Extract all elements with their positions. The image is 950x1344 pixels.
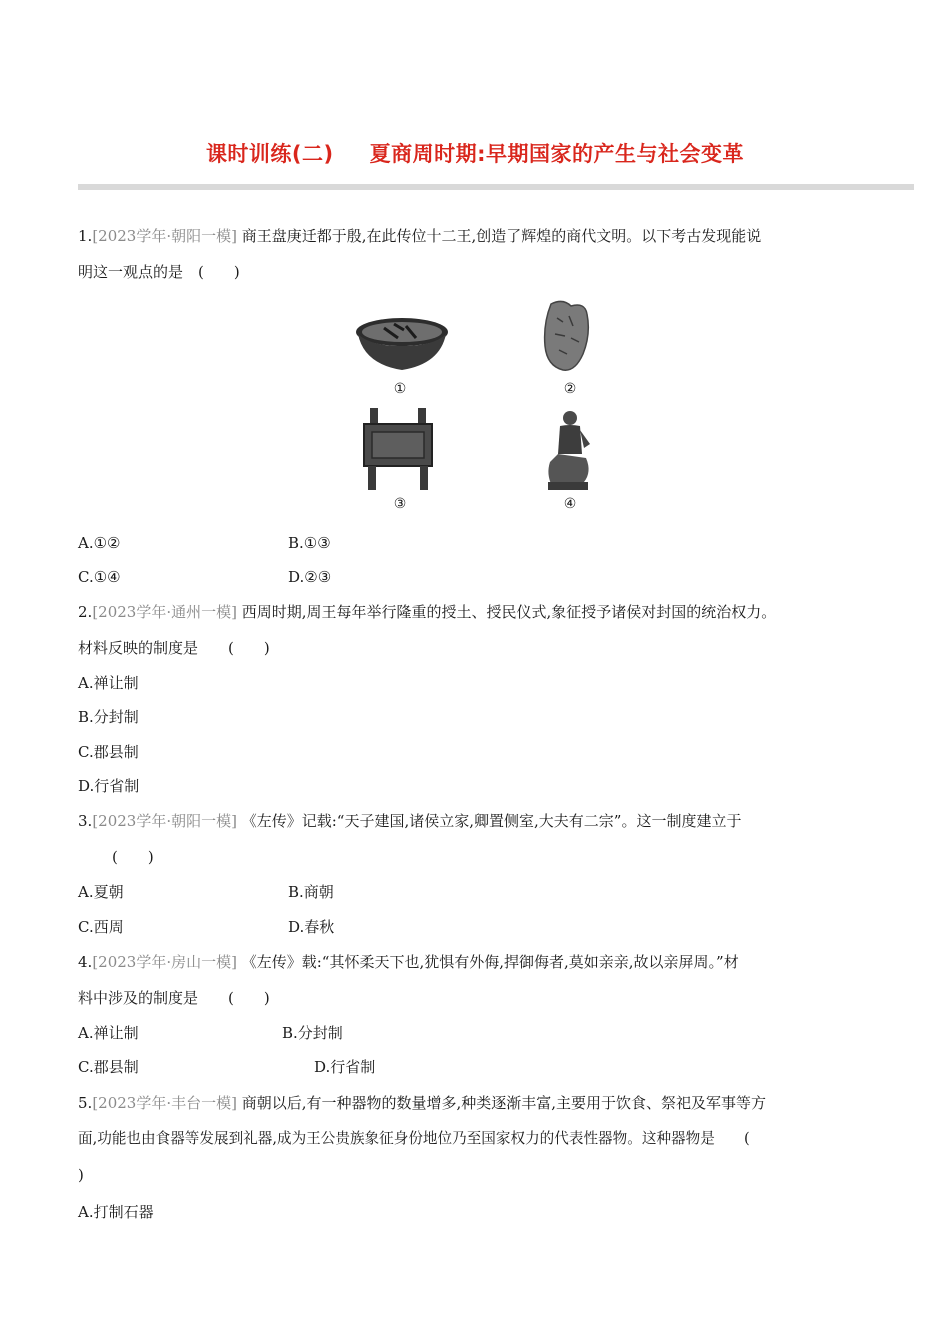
q1-line1: [78, 226, 761, 246]
title-part1: 课时训练(二): [205, 142, 334, 166]
q1-option-a[interactable]: A.①②: [78, 534, 121, 552]
q2-number: 2.: [78, 603, 93, 621]
oracle-bone-image: [541, 298, 591, 374]
q5-line2: 面,功能也由食器等发展到礼器,成为王公贵族象征身份地位乃至国家权力的代表性器物。这种器物是 (: [78, 1130, 750, 1147]
q5-option-a[interactable]: A.打制石器: [78, 1203, 154, 1221]
q2-line1: [78, 602, 776, 622]
q4-number: 4.: [78, 953, 93, 971]
q4-option-d[interactable]: D.行省制: [314, 1058, 376, 1076]
q4-option-c[interactable]: C.郡县制: [78, 1058, 139, 1076]
q1-number: 1.: [78, 227, 93, 245]
q3-option-c[interactable]: C.西周: [78, 918, 124, 936]
q2-option-c[interactable]: C.郡县制: [78, 743, 139, 761]
figure-label-3: ③: [393, 496, 407, 512]
q3-source-tag: [2023学年·朝阳一模]: [92, 812, 237, 830]
q2-option-d[interactable]: D.行省制: [78, 777, 140, 795]
q4-line2: 料中涉及的制度是 ( ): [78, 989, 270, 1007]
q4-source-tag: [2023学年·房山一模]: [92, 953, 237, 971]
q5-stem: 商朝以后,有一种器物的数量增多,种类逐渐丰富,主要用于饮食、祭祀及军事等方: [241, 1094, 767, 1112]
q3-line1: [78, 811, 741, 831]
page-title: [0, 138, 950, 168]
q3-number: 3.: [78, 812, 93, 830]
q2-option-a[interactable]: A.禅让制: [78, 674, 139, 692]
q4-stem: 《左传》载:“其怀柔天下也,犹惧有外侮,捍御侮者,莫如亲亲,故以亲屏周。”材: [241, 953, 739, 971]
q1-option-d[interactable]: D.②③: [288, 568, 332, 586]
q2-line2: 材料反映的制度是 ( ): [78, 639, 270, 657]
pottery-bowl-image: [354, 316, 450, 374]
q3-option-d[interactable]: D.春秋: [288, 918, 335, 936]
q5-source-tag: [2023学年·丰台一模]: [92, 1094, 237, 1112]
q3-option-a[interactable]: A.夏朝: [78, 883, 124, 901]
q5-line1: [78, 1093, 766, 1113]
q4-option-a[interactable]: A.禅让制: [78, 1024, 139, 1042]
q2-option-b[interactable]: B.分封制: [78, 708, 139, 726]
figure-label-2: ②: [563, 381, 577, 397]
q3-line2: ( ): [112, 848, 154, 866]
q3-stem: 《左传》记载:“天子建国,诸侯立家,卿置侧室,大夫有二宗”。这一制度建立于: [241, 812, 742, 830]
q2-stem: 西周时期,周王每年举行隆重的授土、授民仪式,象征授予诸侯对封国的统治权力。: [241, 603, 777, 621]
q4-option-b[interactable]: B.分封制: [282, 1024, 343, 1042]
figure-label-4: ④: [563, 496, 577, 512]
q1-line2: 明这一观点的是 ( ): [78, 263, 240, 281]
q5-number: 5.: [78, 1094, 93, 1112]
terracotta-warrior-image: [540, 408, 596, 494]
q3-option-b[interactable]: B.商朝: [288, 883, 334, 901]
figure-label-1: ①: [393, 381, 407, 397]
title-divider: [78, 184, 914, 190]
q1-stem: 商王盘庚迁都于殷,在此传位十二王,创造了辉煌的商代文明。以下考古发现能说: [241, 227, 762, 245]
q1-source-tag: [2023学年·朝阳一模]: [92, 227, 237, 245]
q1-option-c[interactable]: C.①④: [78, 568, 121, 586]
q1-option-b[interactable]: B.①③: [288, 534, 331, 552]
bronze-ding-image: [360, 406, 436, 492]
q4-line1: [78, 952, 739, 972]
q2-source-tag: [2023学年·通州一模]: [92, 603, 237, 621]
title-part2: 夏商周时期:早期国家的产生与社会变革: [369, 142, 745, 166]
q5-line3: ): [78, 1166, 84, 1184]
